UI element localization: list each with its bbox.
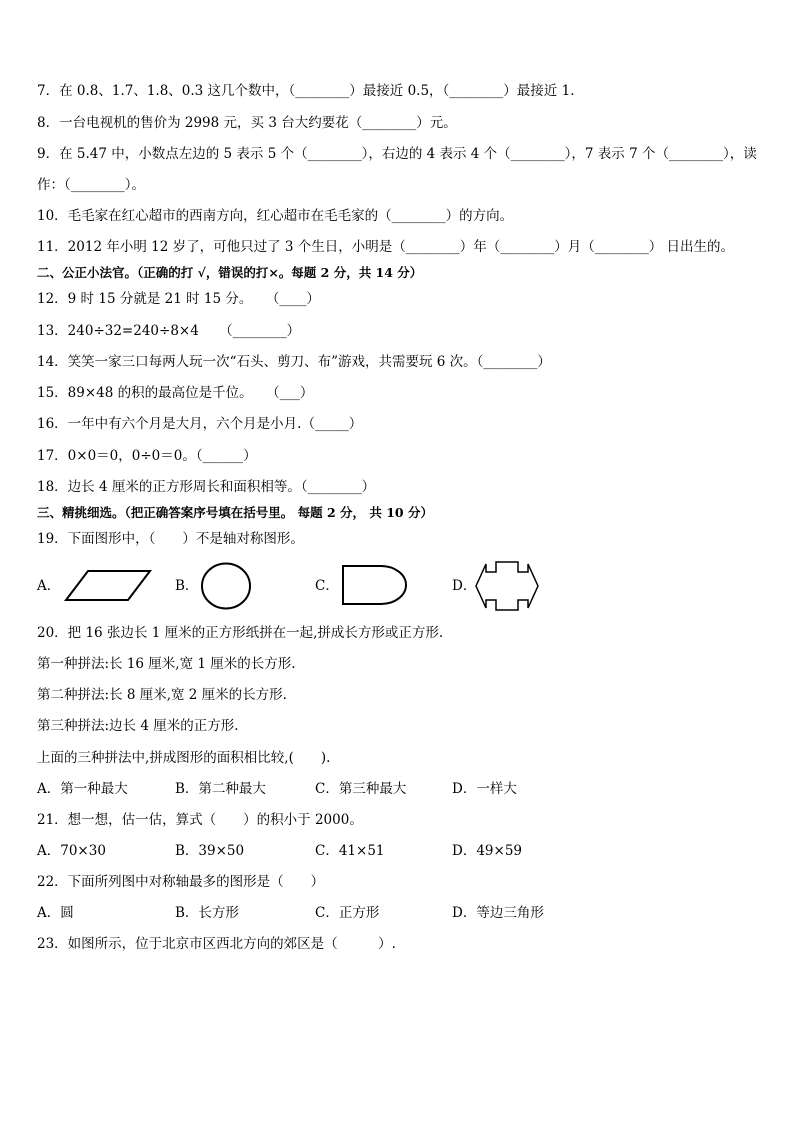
q19-option-b-label: B． [175, 578, 199, 594]
cross-arrow-shape [474, 560, 540, 612]
question-20-line-2: 第二种拼法:长 8 厘米,宽 2 厘米的长方形. [37, 687, 287, 703]
parallelogram-shape [64, 569, 154, 603]
question-8: 8．一台电视机的售价为 2998 元，买 3 台大约要花（________）元。 [37, 115, 457, 131]
question-14: 14．笑笑一家三口每两人玩一次“石头、剪刀、布”游戏，共需要玩 6 次。（________） [37, 354, 551, 370]
q22-option-a: A．圆 [37, 905, 74, 921]
question-9-line-2: 作：（________）。 [37, 177, 145, 193]
question-17: 17．0×0＝0，0÷0＝0。（______） [37, 448, 257, 464]
q19-option-d-label: D． [452, 578, 477, 594]
question-20-line-1: 第一种拼法:长 16 厘米,宽 1 厘米的长方形. [37, 656, 296, 672]
q20-option-c: C．第三种最大 [315, 781, 407, 797]
q20-option-d: D．一样大 [452, 781, 517, 797]
q19-option-c-label: C． [315, 578, 339, 594]
question-13: 13．240÷32=240÷8×4 （________） [37, 323, 301, 339]
question-12: 12．9 时 15 分就是 21 时 15 分。 （____） [37, 291, 320, 307]
circle-shape [199, 561, 253, 611]
section-2-heading: 二、公正小法官。（正确的打 √，错误的打×。每题 2 分，共 14 分） [37, 265, 423, 280]
question-21: 21．想一想，估一估，算式（ ）的积小于 2000。 [37, 812, 363, 828]
question-9-line-1: 9．在 5.47 中，小数点左边的 5 表示 5 个（________），右边的 4 表示 4 个（________），7 表示 7 个（________），读 [37, 146, 757, 162]
q19-option-a-label: A． [37, 578, 61, 594]
q20-option-a: A．第一种最大 [37, 781, 128, 797]
question-15: 15．89×48 的积的最高位是千位。 （___） [37, 385, 314, 401]
question-22: 22．下面所列图中对称轴最多的图形是（ ） [37, 874, 325, 890]
q21-option-d: D．49×59 [452, 843, 522, 859]
question-11: 11．2012 年小明 12 岁了，可他只过了 3 个生日，小明是（________）年（________）月（________） 日出生的。 [37, 239, 735, 255]
q22-option-b: B．长方形 [175, 905, 239, 921]
question-10: 10．毛毛家在红心超市的西南方向，红心超市在毛毛家的（________）的方向。 [37, 208, 514, 224]
section-3-heading: 三、精挑细选。（把正确答案序号填在括号里。 每题 2 分， 共 10 分） [37, 505, 433, 520]
question-19: 19．下面图形中，（ ）不是轴对称图形。 [37, 531, 304, 547]
rounded-rectangle-shape [341, 564, 409, 606]
q20-option-b: B．第二种最大 [175, 781, 266, 797]
question-20: 20．把 16 张边长 1 厘米的正方形纸拼在一起,拼成长方形或正方形. [37, 625, 444, 641]
question-20-line-4: 上面的三种拼法中,拼成图形的面积相比较,( ). [37, 750, 331, 766]
question-7: 7．在 0.8、1.7、1.8、0.3 这几个数中，（________）最接近 0.5，（________）最接近 1. [37, 83, 575, 99]
question-20-line-3: 第三种拼法:边长 4 厘米的正方形. [37, 718, 239, 734]
q22-option-d: D．等边三角形 [452, 905, 544, 921]
question-23: 23．如图所示，位于北京市区西北方向的郊区是（ ）. [37, 936, 396, 952]
q22-option-c: C．正方形 [315, 905, 380, 921]
question-18: 18．边长 4 厘米的正方形周长和面积相等。（________） [37, 479, 376, 495]
question-16: 16．一年中有六个月是大月，六个月是小月.（_____） [37, 416, 363, 432]
q21-option-c: C．41×51 [315, 843, 385, 859]
q21-option-a: A．70×30 [37, 843, 106, 859]
q21-option-b: B．39×50 [175, 843, 245, 859]
